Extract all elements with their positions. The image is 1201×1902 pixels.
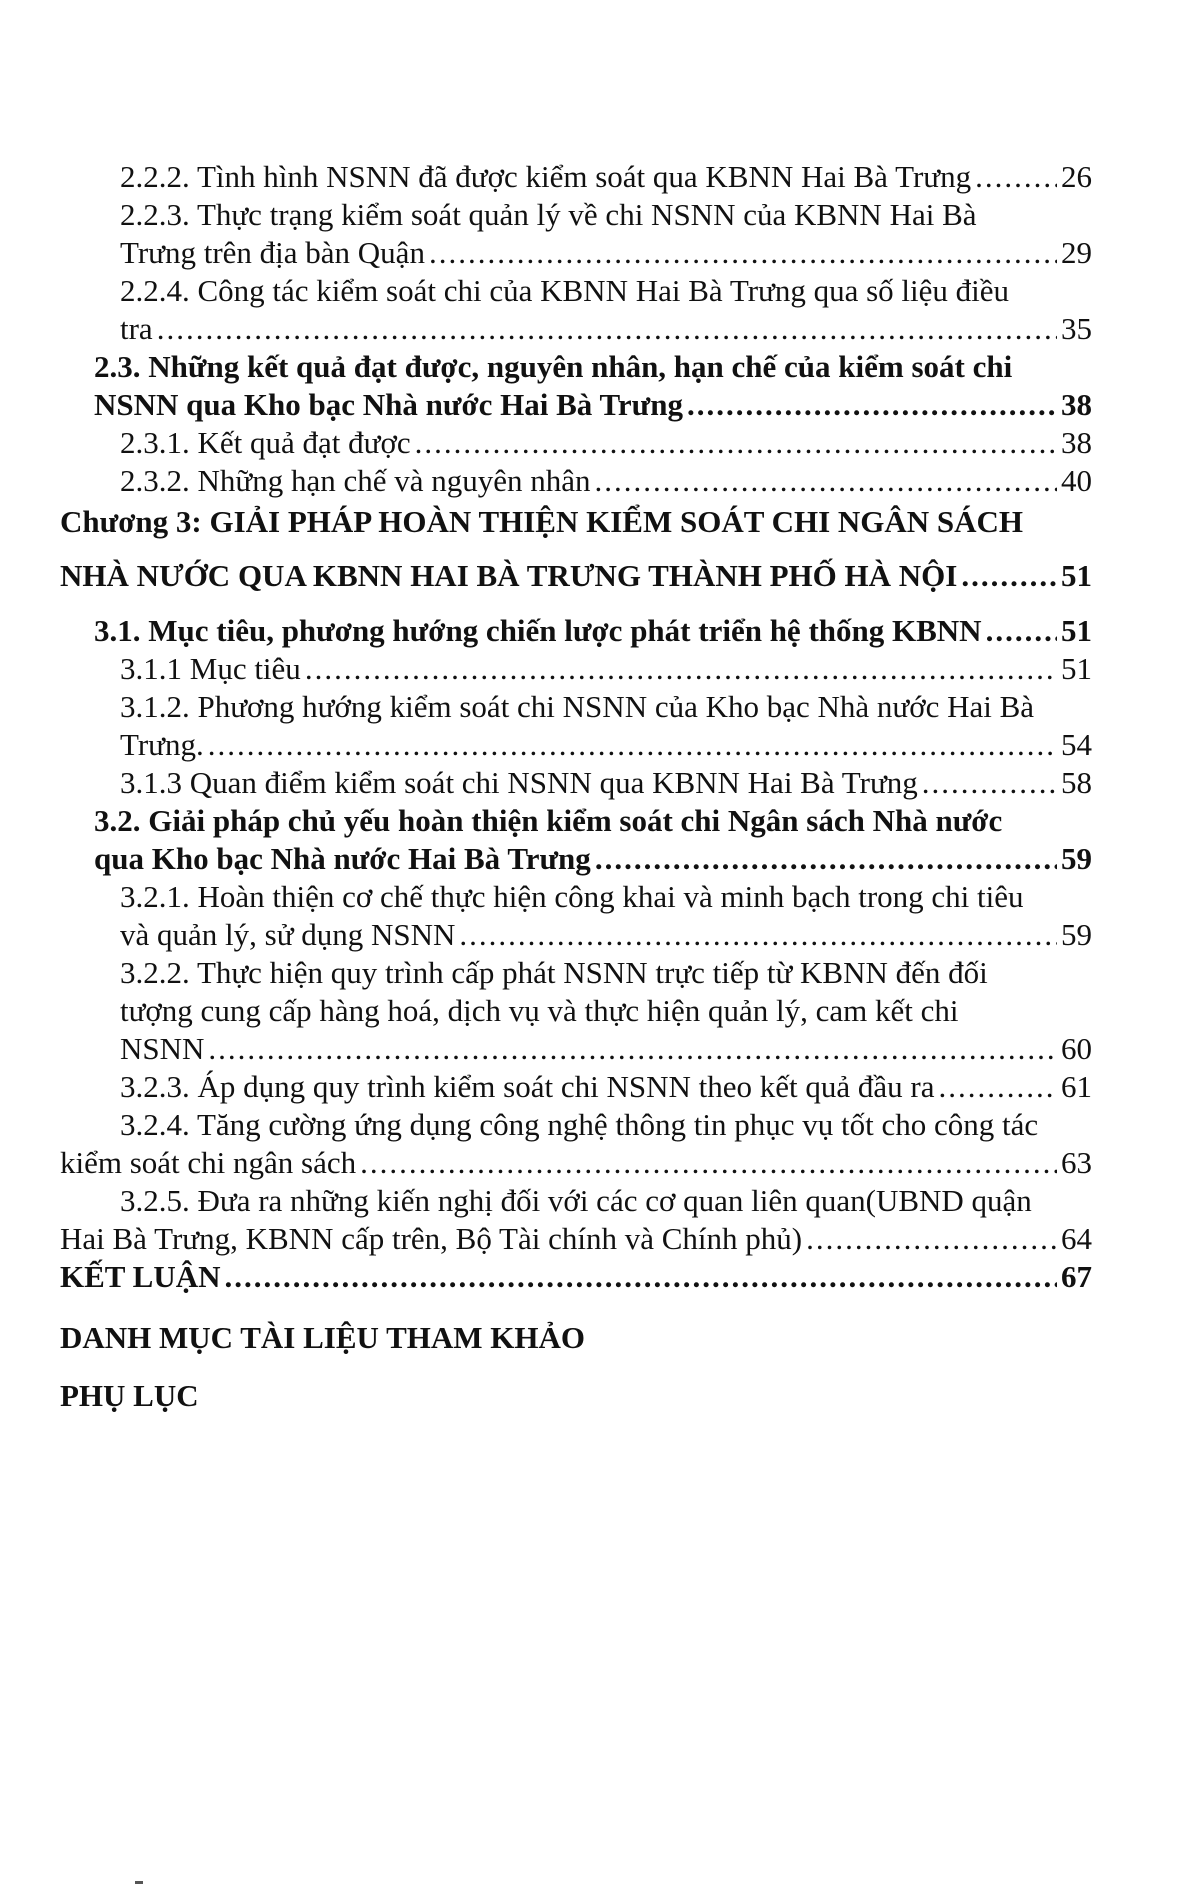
toc-entry-title: 2.3.2. Những hạn chế và nguyên nhân bbox=[120, 463, 591, 498]
toc-page-number: 61 bbox=[1061, 1069, 1092, 1104]
toc-page-number: 38 bbox=[1061, 387, 1092, 422]
toc-entry-title-cont: qua Kho bạc Nhà nước Hai Bà Trưng bbox=[94, 841, 591, 876]
toc-entry-title: 3.2.2. Thực hiện quy trình cấp phát NSNN trực tiếp từ KBNN đến đối bbox=[120, 955, 988, 990]
dot-leader bbox=[429, 234, 1057, 272]
toc-entry[interactable] bbox=[60, 158, 1092, 196]
dot-leader bbox=[459, 916, 1057, 954]
toc-page-number: 64 bbox=[1061, 1221, 1092, 1256]
toc-entry[interactable] bbox=[60, 954, 1092, 1068]
toc-entry[interactable] bbox=[60, 650, 1092, 688]
toc-entry-title: 3.2. Giải pháp chủ yếu hoàn thiện kiểm soát chi Ngân sách Nhà nước bbox=[94, 803, 1003, 838]
toc-entry-chapter[interactable] bbox=[60, 1316, 1092, 1360]
dot-leader bbox=[595, 840, 1057, 878]
toc-page-number: 67 bbox=[1061, 1259, 1092, 1294]
toc-entry-section[interactable] bbox=[60, 348, 1092, 424]
dot-leader bbox=[595, 462, 1058, 500]
toc-entry[interactable] bbox=[60, 424, 1092, 462]
dot-leader bbox=[986, 612, 1057, 650]
toc-entry[interactable] bbox=[60, 196, 1092, 272]
toc-page-number: 51 bbox=[1061, 613, 1092, 648]
toc-page-number: 63 bbox=[1061, 1145, 1092, 1180]
toc-entry-title: PHỤ LỤC bbox=[60, 1378, 199, 1413]
toc-entry[interactable] bbox=[60, 1182, 1092, 1258]
toc-entry[interactable] bbox=[60, 688, 1092, 764]
toc-entry-title-cont: Hai Bà Trưng, KBNN cấp trên, Bộ Tài chính và Chính phủ) bbox=[60, 1221, 803, 1256]
toc-page-number: 59 bbox=[1061, 841, 1092, 876]
toc-entry[interactable] bbox=[60, 272, 1092, 348]
dot-leader bbox=[922, 764, 1057, 802]
toc-entry-title: 3.2.5. Đưa ra những kiến nghị đối với các cơ quan liên quan(UBND quận bbox=[120, 1183, 1032, 1218]
toc-entry-title-cont: Trưng. bbox=[120, 727, 204, 762]
toc-entry-title: 2.2.4. Công tác kiểm soát chi của KBNN Hai Bà Trưng qua số liệu điều bbox=[120, 273, 1009, 308]
toc-entry-section[interactable] bbox=[60, 612, 1092, 650]
toc-page-number: 38 bbox=[1061, 425, 1092, 460]
toc-entry-title: DANH MỤC TÀI LIỆU THAM KHẢO bbox=[60, 1320, 586, 1355]
toc-entry-section[interactable] bbox=[60, 802, 1092, 878]
scan-artifact bbox=[135, 1881, 143, 1884]
toc-entry-title: 3.1.1 Mục tiêu bbox=[120, 651, 301, 686]
toc-entry[interactable] bbox=[60, 764, 1092, 802]
toc-entry-title: 2.3. Những kết quả đạt được, nguyên nhân, hạn chế của kiểm soát chi bbox=[94, 349, 1013, 384]
dot-leader bbox=[157, 310, 1057, 348]
toc-entry-title-cont: Trưng trên địa bàn Quận bbox=[120, 235, 425, 270]
toc-entry-title: 3.2.1. Hoàn thiện cơ chế thực hiện công khai và minh bạch trong chi tiêu bbox=[120, 879, 1024, 914]
dot-leader bbox=[961, 554, 1057, 598]
toc-page-number: 51 bbox=[1061, 651, 1092, 686]
toc-entry-title: 3.2.3. Áp dụng quy trình kiểm soát chi NSNN theo kết quả đầu ra bbox=[120, 1069, 935, 1104]
toc-entry-chapter[interactable] bbox=[60, 1258, 1092, 1296]
dot-leader bbox=[415, 424, 1057, 462]
toc-page-number: 54 bbox=[1061, 727, 1092, 762]
table-of-contents bbox=[60, 158, 1092, 1418]
toc-entry-title-cont: NSNN qua Kho bạc Nhà nước Hai Bà Trưng bbox=[94, 387, 683, 422]
toc-entry-title: KẾT LUẬN bbox=[60, 1259, 221, 1294]
toc-entry[interactable] bbox=[60, 1068, 1092, 1106]
toc-entry-title-cont: NSNN bbox=[120, 1031, 205, 1066]
dot-leader bbox=[360, 1144, 1057, 1182]
toc-entry-title-cont: NHÀ NƯỚC QUA KBNN HAI BÀ TRƯNG THÀNH PHỐ HÀ NỘI bbox=[60, 558, 958, 593]
toc-entry-title-cont: và quản lý, sử dụng NSNN bbox=[120, 917, 456, 952]
dot-leader bbox=[305, 650, 1057, 688]
toc-page-number: 40 bbox=[1061, 463, 1092, 498]
toc-page-number: 29 bbox=[1061, 235, 1092, 270]
toc-entry[interactable] bbox=[60, 1106, 1092, 1182]
toc-page-number: 35 bbox=[1061, 311, 1092, 346]
toc-entry-title: 3.1.2. Phương hướng kiểm soát chi NSNN của Kho bạc Nhà nước Hai Bà bbox=[120, 689, 1035, 724]
toc-entry-title-cont: tra bbox=[120, 311, 153, 346]
toc-entry-title: Chương 3: GIẢI PHÁP HOÀN THIỆN KIỂM SOÁT CHI NGÂN SÁCH bbox=[60, 504, 1024, 539]
toc-page-number: 60 bbox=[1061, 1031, 1092, 1066]
toc-page-number: 26 bbox=[1061, 159, 1092, 194]
toc-page-number: 59 bbox=[1061, 917, 1092, 952]
toc-entry-title: 2.3.1. Kết quả đạt được bbox=[120, 425, 411, 460]
toc-page-number: 58 bbox=[1061, 765, 1092, 800]
dot-leader bbox=[208, 1030, 1057, 1068]
toc-entry-title: 3.2.4. Tăng cường ứng dụng công nghệ thông tin phục vụ tốt cho công tác bbox=[120, 1107, 1039, 1142]
toc-entry-chapter[interactable] bbox=[60, 500, 1092, 598]
toc-entry-title: 3.1. Mục tiêu, phương hướng chiến lược phát triển hệ thống KBNN bbox=[94, 613, 982, 648]
dot-leader bbox=[806, 1220, 1057, 1258]
toc-entry-title: 2.2.3. Thực trạng kiểm soát quản lý về chi NSNN của KBNN Hai Bà bbox=[120, 197, 977, 232]
dot-leader bbox=[225, 1258, 1058, 1296]
dot-leader bbox=[208, 726, 1057, 764]
toc-page-number: 51 bbox=[1061, 558, 1092, 593]
toc-entry-title-cont: kiểm soát chi ngân sách bbox=[60, 1145, 357, 1180]
dot-leader bbox=[975, 158, 1057, 196]
toc-entry[interactable] bbox=[60, 462, 1092, 500]
toc-entry[interactable] bbox=[60, 878, 1092, 954]
toc-entry-title: 3.1.3 Quan điểm kiểm soát chi NSNN qua KBNN Hai Bà Trưng bbox=[120, 765, 918, 800]
toc-entry-title-cont: tượng cung cấp hàng hoá, dịch vụ và thực hiện quản lý, cam kết chi bbox=[120, 993, 959, 1028]
dot-leader bbox=[938, 1068, 1057, 1106]
toc-entry-chapter[interactable] bbox=[60, 1374, 1092, 1418]
toc-entry-title: 2.2.2. Tình hình NSNN đã được kiểm soát qua KBNN Hai Bà Trưng bbox=[120, 159, 972, 194]
dot-leader bbox=[687, 386, 1057, 424]
